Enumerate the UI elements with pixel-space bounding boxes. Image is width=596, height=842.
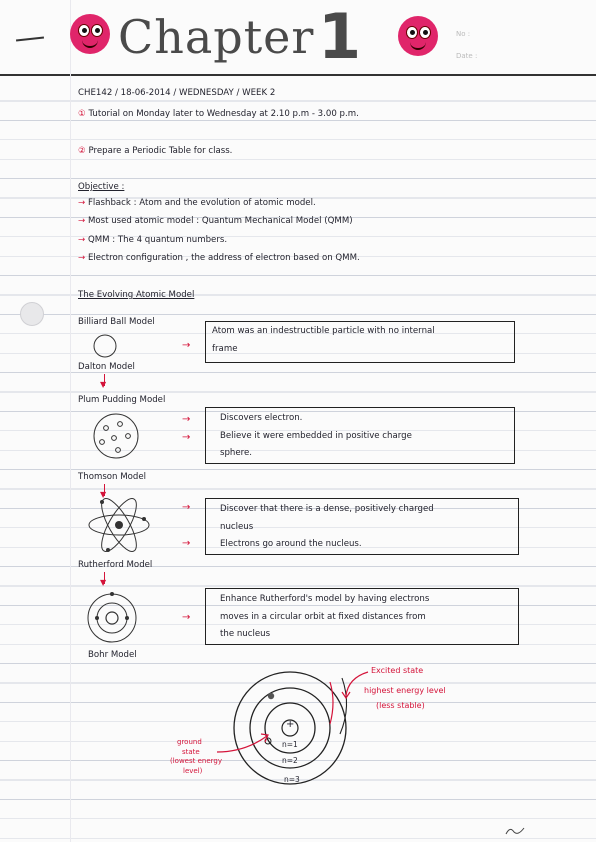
model-description-line: Discover that there is a dense, positively charged: [220, 504, 434, 514]
objective-item: → Flashback : Atom and the evolution of atomic model.: [78, 198, 316, 208]
smiley-face-icon: [70, 14, 110, 54]
orbit-label: n=1: [282, 740, 298, 749]
session-line: CHE142 / 18-06-2014 / WEDNESDAY / WEEK 2: [78, 88, 276, 98]
objective-text: : Atom and the evolution of atomic model.: [133, 198, 316, 208]
down-arrow-icon: ▼: [100, 578, 107, 587]
objective-text: : The 4 quantum numbers.: [112, 235, 228, 245]
smiley-face-icon: [398, 16, 438, 56]
objective-item: → Most used atomic model : Quantum Mechanical Model (QMM): [78, 216, 353, 226]
arrow-icon: →: [182, 612, 191, 623]
less-stable-label: (less stable): [376, 701, 425, 710]
objective-text: , the address of electron based on QMM.: [185, 253, 360, 263]
margin-line: [70, 0, 71, 842]
header-rule: [0, 74, 596, 76]
ground-state-line: level): [183, 767, 203, 775]
no-label: No :: [456, 30, 471, 38]
excited-state-label: Excited state: [371, 666, 424, 675]
objective-heading: Objective :: [78, 182, 125, 192]
nucleus-symbol: +: [286, 719, 295, 730]
model-description-line: moves in a circular orbit at fixed distances from: [220, 612, 426, 622]
objective-label: Electron configuration: [87, 253, 183, 263]
model-name: Dalton Model: [78, 362, 135, 372]
note-marker: ①: [78, 109, 86, 119]
ground-state-arrow: [215, 730, 275, 760]
arrow-icon: →: [182, 502, 191, 513]
orbit-label: n=3: [284, 775, 300, 784]
signature-mark: [504, 826, 526, 836]
model-description-line: the nucleus: [220, 629, 271, 639]
model-description-box: [205, 407, 515, 464]
model-name: Rutherford Model: [78, 560, 153, 570]
ground-state-line: ground: [177, 738, 202, 746]
objective-item: → Electron configuration , the address of electron based on QMM.: [78, 253, 360, 263]
model-description-line: Electrons go around the nucleus.: [220, 539, 362, 549]
page-title: Chapter: [118, 10, 315, 64]
highest-energy-label: highest energy level: [364, 686, 446, 695]
model-description-box: [205, 498, 519, 555]
arrow-icon: →: [182, 414, 191, 425]
chapter-number: 1: [318, 0, 362, 73]
model-top-label: Billiard Ball Model: [78, 317, 155, 327]
rutherford-atom-diagram: [82, 494, 156, 556]
model-description-box: [205, 588, 519, 645]
dalton-sphere-diagram: [80, 330, 130, 360]
arrow-icon: →: [182, 340, 191, 351]
ground-state-line: (lowest energy: [170, 757, 222, 765]
note-marker: ②: [78, 146, 86, 156]
arrow-icon: →: [182, 432, 191, 443]
punch-hole: [20, 302, 44, 326]
ground-state-line: state: [182, 748, 200, 756]
orbit-label: n=2: [282, 756, 298, 765]
objective-label: Flashback: [87, 198, 131, 208]
arrow-icon: →: [182, 538, 191, 549]
objective-text: : Quantum Mechanical Model (QMM): [196, 216, 353, 226]
bohr-atom-small-diagram: [84, 590, 140, 646]
objective-item: → QMM : The 4 quantum numbers.: [78, 235, 228, 245]
note-item: [78, 146, 232, 156]
note-item: [78, 109, 359, 119]
model-description-box: [205, 321, 515, 363]
down-arrow-icon: ▼: [100, 380, 107, 389]
model-name: Thomson Model: [78, 472, 147, 482]
model-description-line: Enhance Rutherford's model by having electrons: [220, 594, 430, 604]
objective-label: Most used atomic model: [87, 216, 194, 226]
note-text: Prepare a Periodic Table for class.: [88, 146, 233, 156]
model-description-line: Discovers electron.: [220, 413, 303, 423]
model-top-label: Plum Pudding Model: [78, 395, 166, 405]
model-description-line: sphere.: [220, 448, 253, 458]
objective-label: QMM: [87, 235, 110, 245]
down-arrow-icon: ▼: [100, 490, 107, 499]
section-heading: The Evolving Atomic Model: [78, 290, 195, 300]
date-label: Date :: [456, 52, 478, 60]
model-name: Bohr Model: [88, 650, 137, 660]
thomson-plum-pudding-diagram: [88, 408, 148, 464]
model-description-line: Believe it were embedded in positive charge: [220, 431, 412, 441]
note-text: Tutorial on Monday later to Wednesday at 2.10 p.m - 3.00 p.m.: [88, 109, 359, 119]
model-description-line: frame: [212, 344, 238, 354]
model-description-line: Atom was an indestructible particle with no internal: [212, 326, 435, 336]
model-description-line: nucleus: [220, 522, 254, 532]
